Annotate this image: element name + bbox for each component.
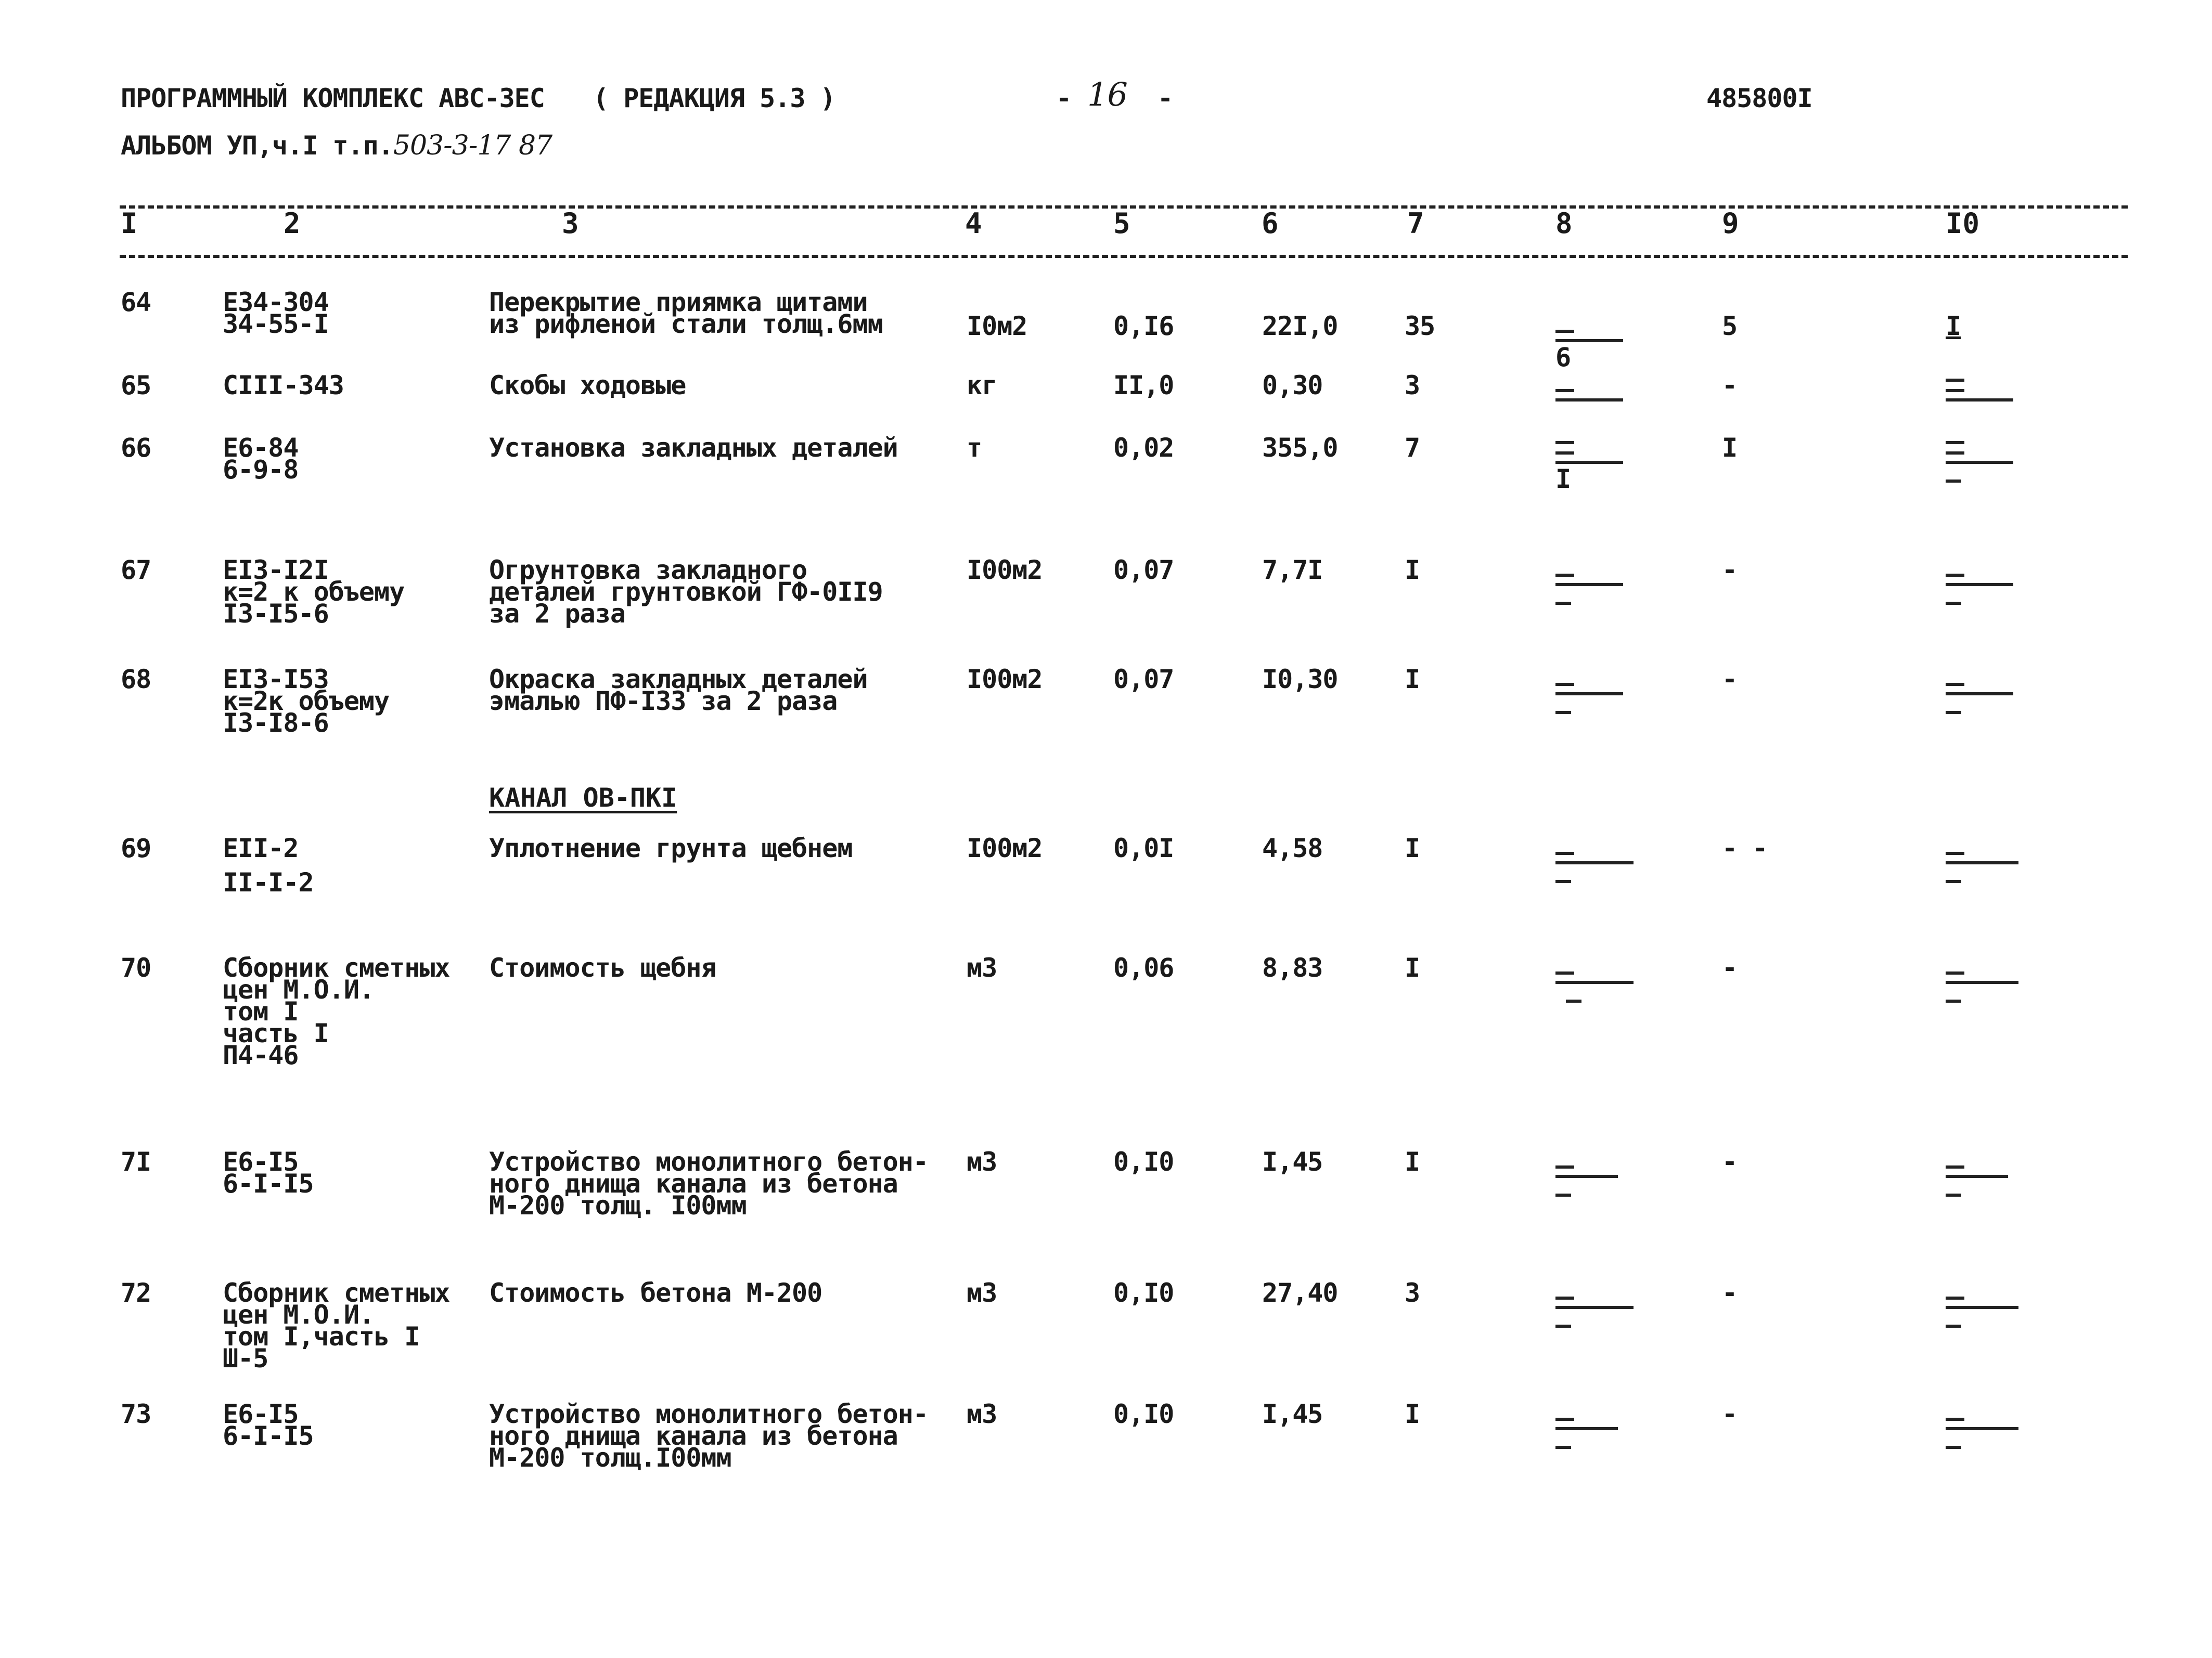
row-col9: - — [1722, 664, 1738, 694]
row-col9: - — [1722, 1278, 1738, 1308]
program-title: ПРОГРАММНЫЙ КОМПЛЕКС АВС-ЗЕС — [121, 83, 545, 113]
column-header-6: 6 — [1262, 207, 1279, 240]
row-code: ЕII-2 II-I-2 — [223, 833, 314, 898]
column-header-9: 9 — [1722, 207, 1739, 240]
column-header-7: 7 — [1407, 207, 1424, 240]
row-work-name: Окраска закладных деталей эмалью ПФ-I33 за 2 раза — [489, 664, 868, 716]
column-header-3: 3 — [562, 207, 579, 240]
row-col8: I — [1555, 464, 1572, 494]
row-quantity: 0,07 — [1113, 664, 1174, 694]
row-col7: 3 — [1405, 370, 1420, 400]
row-unit: I00м2 — [967, 664, 1043, 694]
row-unit: I00м2 — [967, 833, 1043, 863]
row-work-name: Уплотнение грунта щебнем — [489, 833, 853, 863]
column-header-8: 8 — [1555, 207, 1573, 240]
row-col9: - — [1722, 953, 1738, 983]
row-col10: I — [1946, 311, 1961, 341]
row-code: Е6-84 6-9-8 — [223, 433, 299, 485]
row-col7: I — [1405, 1147, 1420, 1177]
row-price: I0,30 — [1262, 664, 1338, 694]
row-col9: - — [1722, 1399, 1738, 1429]
row-unit: м3 — [967, 953, 997, 983]
page-dash-left: - — [1056, 83, 1072, 113]
row-price: I,45 — [1262, 1147, 1323, 1177]
section-title: КАНАЛ ОВ-ПКI — [489, 783, 677, 813]
row-number: 69 — [121, 833, 151, 863]
table-rule-header-bottom — [120, 255, 2128, 258]
row-price: 0,30 — [1262, 370, 1323, 400]
row-quantity: 0,07 — [1113, 555, 1174, 585]
row-col9: - - — [1722, 833, 1768, 863]
row-quantity: 0,I0 — [1113, 1147, 1174, 1177]
row-code: Е6-I5 6-I-I5 — [223, 1147, 314, 1199]
row-number: 72 — [121, 1278, 151, 1308]
row-number: 64 — [121, 287, 151, 317]
row-work-name: Огрунтовка закладного деталей грунтовкой ГФ-0II9 за 2 раза — [489, 555, 883, 629]
row-price: 27,40 — [1262, 1278, 1338, 1308]
row-code: ЕI3-I2I к=2 к объему I3-I5-6 — [223, 555, 405, 629]
row-col7: I — [1405, 1399, 1420, 1429]
row-col7: I — [1405, 953, 1420, 983]
row-quantity: 0,I6 — [1113, 311, 1174, 341]
column-header-2: 2 — [284, 207, 301, 240]
row-col7: I — [1405, 833, 1420, 863]
row-col7: I — [1405, 664, 1420, 694]
row-quantity: 0,02 — [1113, 433, 1174, 463]
row-work-name: Перекрытие приямка щитами из рифленой стали толщ.6мм — [489, 287, 883, 339]
row-work-name: Стоимость бетона М-200 — [489, 1278, 822, 1308]
column-header-4: 4 — [965, 207, 982, 240]
row-price: 4,58 — [1262, 833, 1323, 863]
row-work-name: Скобы ходовые — [489, 370, 686, 400]
row-quantity: 0,06 — [1113, 953, 1174, 983]
row-unit: кг — [967, 370, 997, 400]
row-col8: 6 — [1555, 342, 1572, 372]
row-col9: - — [1722, 1147, 1738, 1177]
edition-label: ( РЕДАКЦИЯ 5.3 ) — [593, 83, 835, 113]
row-code: СIII-343 — [223, 370, 344, 400]
album-reference — [121, 130, 552, 161]
row-number: 67 — [121, 555, 151, 585]
row-price: 22I,0 — [1262, 311, 1338, 341]
row-quantity: 0,I0 — [1113, 1278, 1174, 1308]
row-unit: м3 — [967, 1399, 997, 1429]
row-number: 68 — [121, 664, 151, 694]
row-col7: I — [1405, 555, 1420, 585]
row-number: 70 — [121, 953, 151, 983]
row-number: 7I — [121, 1147, 151, 1177]
row-work-name: Устройство монолитного бетон- ного днища канала из бетона М-200 толщ. I00мм — [489, 1147, 928, 1221]
row-code: ЕI3-I53 к=2к объему I3-I8-6 — [223, 664, 390, 738]
row-col7: 35 — [1405, 311, 1435, 341]
row-quantity: II,0 — [1113, 370, 1174, 400]
row-col7: 7 — [1405, 433, 1420, 463]
row-work-name: Стоимость щебня — [489, 953, 716, 983]
row-code: Е34-304 34-55-I — [223, 287, 329, 339]
page-dash-right: - — [1158, 83, 1173, 113]
row-unit: I0м2 — [967, 311, 1027, 341]
row-number: 73 — [121, 1399, 151, 1429]
row-price: 355,0 — [1262, 433, 1338, 463]
row-col9: 5 — [1722, 311, 1738, 341]
row-col7: 3 — [1405, 1278, 1420, 1308]
row-quantity: 0,0I — [1113, 833, 1174, 863]
row-col9: - — [1722, 370, 1738, 400]
row-work-name: Устройство монолитного бетон- ного днища канала из бетона М-200 толщ.I00мм — [489, 1399, 928, 1473]
row-col9: - — [1722, 555, 1738, 585]
row-price: 8,83 — [1262, 953, 1323, 983]
row-unit: т — [967, 433, 982, 463]
row-quantity: 0,I0 — [1113, 1399, 1174, 1429]
album-prefix: АЛЬБОМ УП,ч.I т.п. — [121, 131, 393, 161]
row-code: Сборник сметных цен М.О.И. том I,часть I Ш-5 — [223, 1278, 450, 1374]
row-col9: I — [1722, 433, 1738, 463]
document-number: 485800I — [1706, 83, 1812, 113]
row-work-name: Установка закладных деталей — [489, 433, 898, 463]
row-price: 7,7I — [1262, 555, 1323, 585]
row-price: I,45 — [1262, 1399, 1323, 1429]
row-code: Сборник сметных цен М.О.И. том I часть I П4-46 — [223, 953, 450, 1070]
row-unit: м3 — [967, 1147, 997, 1177]
album-handwritten-number: 503-3-17 87 — [393, 130, 552, 161]
row-unit: I00м2 — [967, 555, 1043, 585]
row-number: 65 — [121, 370, 151, 400]
page-number: 16 — [1087, 75, 1127, 113]
column-header-1: I — [121, 207, 138, 240]
row-code: Е6-I5 6-I-I5 — [223, 1399, 314, 1451]
row-number: 66 — [121, 433, 151, 463]
row-unit: м3 — [967, 1278, 997, 1308]
column-header-5: 5 — [1113, 207, 1130, 240]
column-header-10: I0 — [1946, 207, 1980, 240]
